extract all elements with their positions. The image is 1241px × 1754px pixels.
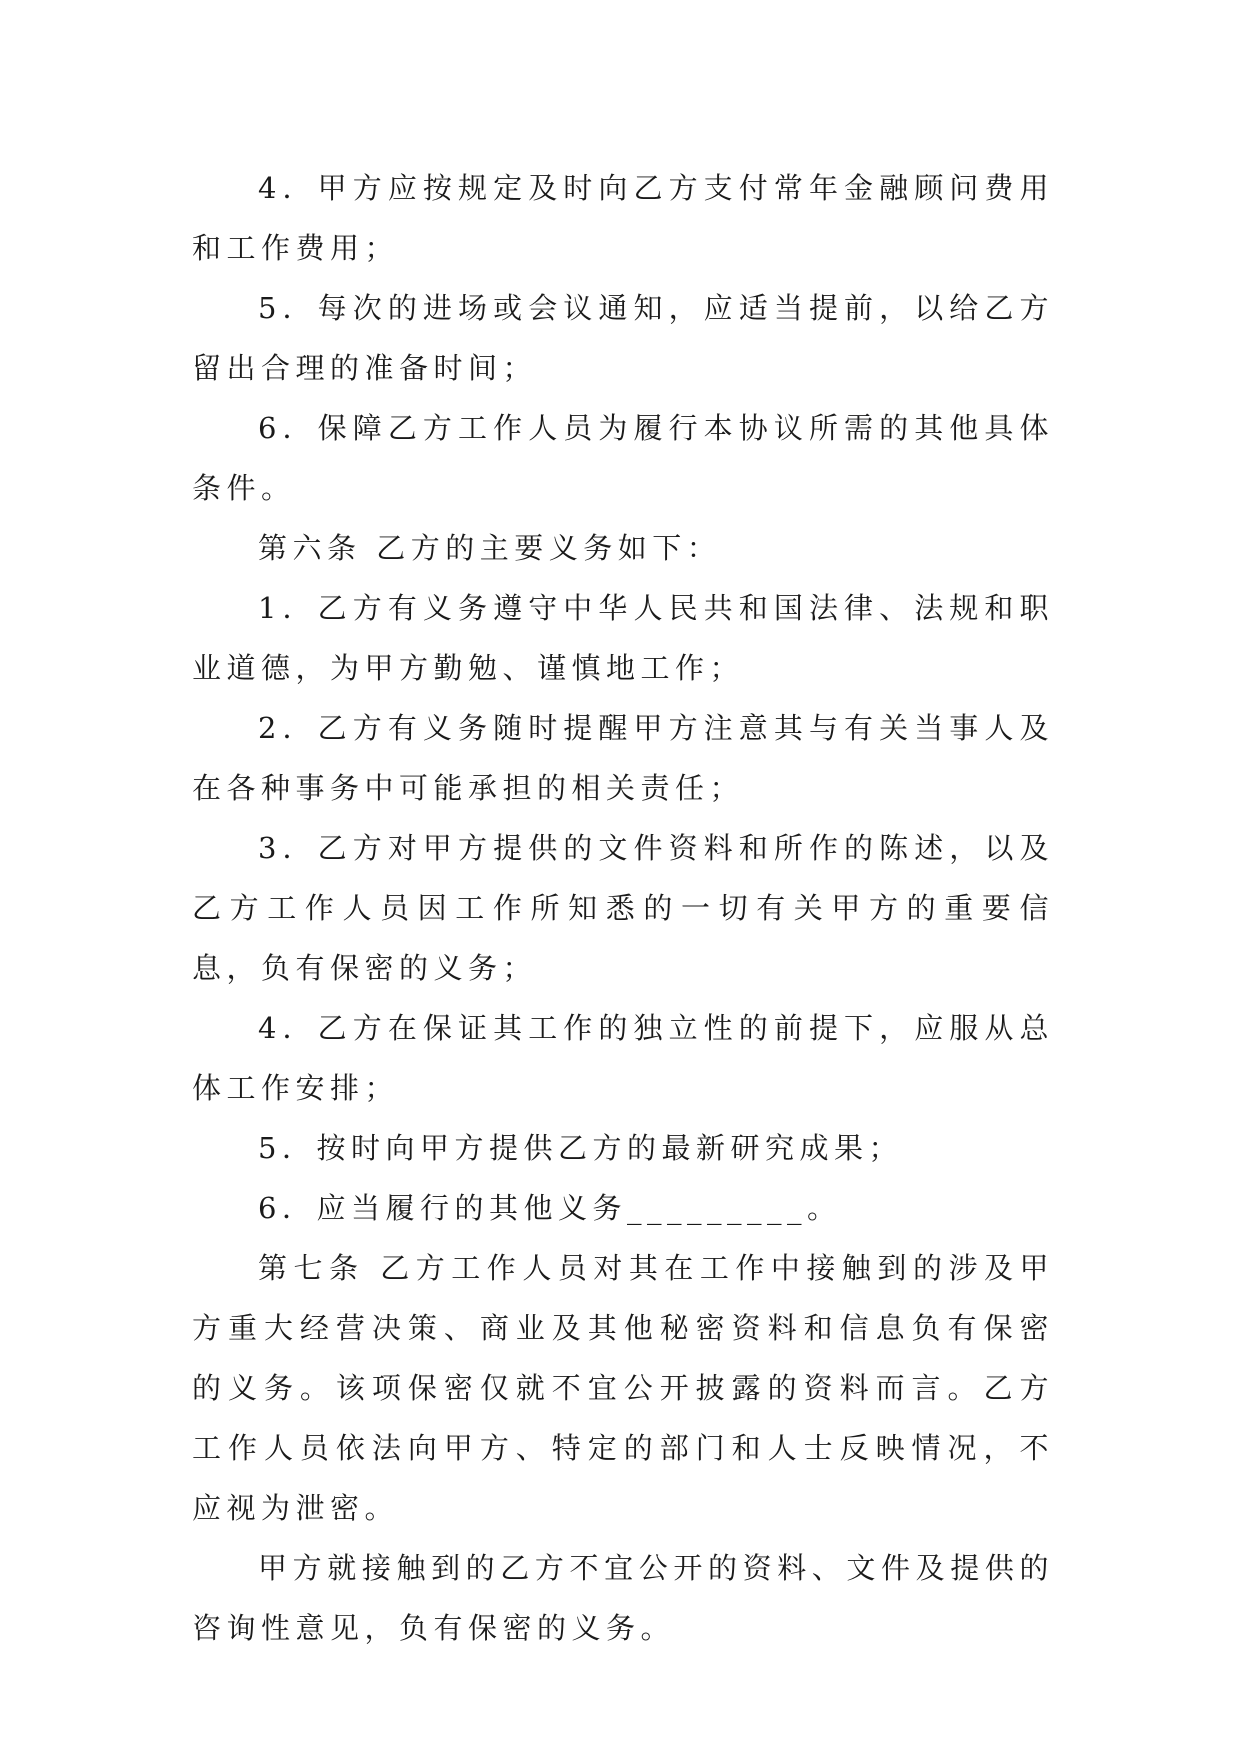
clause-paragraph: 5．每次的进场或会议通知，应适当提前，以给乙方留出合理的准备时间； [192, 291, 1054, 385]
clause-paragraph: 甲方就接触到的乙方不宜公开的资料、文件及提供的咨询性意见，负有保密的义务。 [192, 1551, 1054, 1645]
article-paragraph: 第七条 乙方工作人员对其在工作中接触到的涉及甲方重大经营决策、商业及其他秘密资料和信息负有保密的义务。该项保密仅就不宜公开披露的资料而言。乙方工作人员依法向甲方、特定的部门和人士反映情况，不应视为泄密。 [192, 1251, 1054, 1525]
clause-paragraph-blank: 6．应当履行的其他义务_________。 [258, 1191, 842, 1225]
clause-paragraph: 4．甲方应按规定及时向乙方支付常年金融顾问费用和工作费用； [192, 171, 1054, 265]
clause-paragraph: 5．按时向甲方提供乙方的最新研究成果； [258, 1131, 903, 1165]
article-heading: 第六条 乙方的主要义务如下： [258, 531, 722, 565]
clause-paragraph: 3．乙方对甲方提供的文件资料和所作的陈述，以及乙方工作人员因工作所知悉的一切有关甲方的重要信息，负有保密的义务； [192, 831, 1054, 985]
document-body [192, 158, 1054, 1658]
clause-paragraph: 1．乙方有义务遵守中华人民共和国法律、法规和职业道德，为甲方勤勉、谨慎地工作； [192, 591, 1054, 685]
clause-paragraph: 2．乙方有义务随时提醒甲方注意其与有关当事人及在各种事务中可能承担的相关责任； [192, 711, 1054, 805]
clause-paragraph: 4．乙方在保证其工作的独立性的前提下，应服从总体工作安排； [192, 1011, 1054, 1105]
clause-paragraph: 6．保障乙方工作人员为履行本协议所需的其他具体条件。 [192, 411, 1054, 505]
